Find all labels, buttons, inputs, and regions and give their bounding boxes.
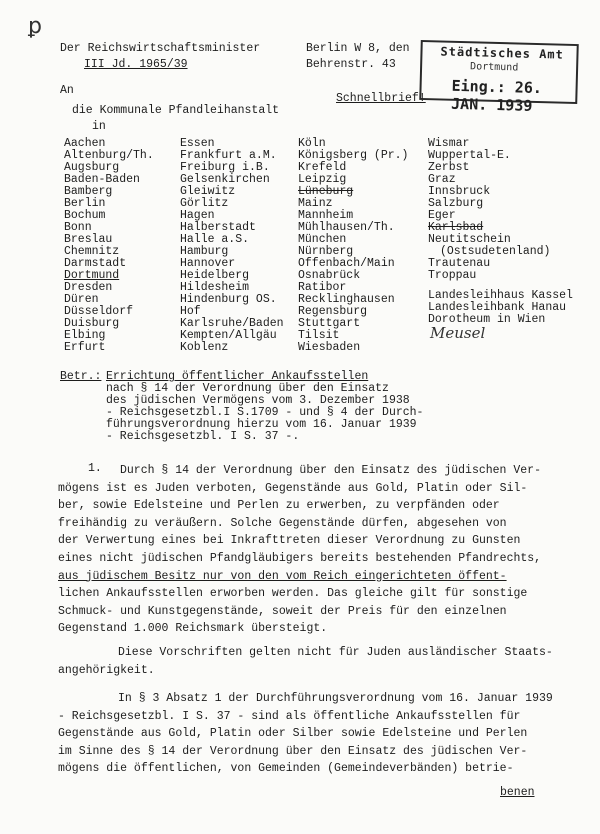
city: Leipzig (298, 173, 347, 186)
city: Duisburg (64, 317, 120, 330)
city: Essen (180, 137, 215, 150)
city: Recklinghausen (298, 293, 395, 306)
stamp-date: Eing.: 26. JAN. 1939 (450, 76, 543, 115)
city: Darmstadt (64, 257, 127, 270)
city: Koblenz (180, 341, 229, 354)
city: Innsbruck (428, 185, 491, 198)
city: Augsburg (64, 161, 120, 174)
paragraph-1 (58, 462, 578, 638)
city: Baden-Baden (64, 173, 140, 186)
city: Breslau (64, 233, 113, 246)
city: Hannover (180, 257, 236, 270)
city: Dresden (64, 281, 113, 294)
express-note: Schnellbrief! (336, 92, 426, 105)
city: Düsseldorf (64, 305, 134, 318)
city: Bochum (64, 209, 106, 222)
margin-mark: ꝑ (28, 14, 42, 39)
text-line: Gegenstände aus Gold, Platin oder Silber sowie Edelsteine und Perlen (58, 727, 528, 741)
stamp-city: Dortmund (469, 61, 519, 74)
text-line: eines nicht jüdischen Pfandgläubigers bereits bestehenden Pfandrechts, (58, 551, 542, 565)
city: Frankfurt a.M. (180, 149, 277, 162)
text-line: Diese Vorschriften gelten nicht für Juden ausländischer Staats- (118, 646, 553, 659)
place-date: Berlin W 8, den (306, 42, 410, 55)
city: München (298, 233, 347, 246)
text-line: Durch § 14 der Verordnung über den Einsatz des jüdischen Ver- (120, 464, 541, 477)
city: Aachen (64, 137, 106, 150)
city: Wuppertal-E. (428, 149, 511, 162)
subject-line: - Reichsgesetzbl.I S.1709 - und § 4 der Durch- (106, 406, 424, 419)
city: Köln (298, 137, 326, 150)
text-line-underlined: aus jüdischem Besitz nur von den vom Reich eingerichteten öffent- (58, 569, 507, 583)
city: Hindenburg OS. (180, 293, 277, 306)
address-an: An (60, 84, 74, 97)
address-line: die Kommunale Pfandleihanstalt (72, 104, 280, 117)
text-line: mögens ist es Juden verboten, Gegenstände aus Gold, Platin oder Sil- (58, 481, 528, 495)
city: Graz (428, 173, 456, 186)
city: Bamberg (64, 185, 113, 198)
city: Zerbst (428, 161, 470, 174)
handwritten-signature: Meusel (430, 324, 486, 342)
city: Berlin (64, 197, 106, 210)
city: Stuttgart (298, 317, 361, 330)
subject-line: führungsverordnung hierzu vom 16. Januar 1939 (106, 418, 417, 431)
city: Nürnberg (298, 245, 354, 258)
text-line: Schmuck- und Kunstgegenstände, soweit der Preis für den einzelnen (58, 604, 507, 618)
text-line: ber, sowie Edelsteine und Perlen zu erwerben, zu verpfänden oder (58, 499, 500, 513)
city: Düren (64, 293, 99, 306)
city: Neutitschein (428, 233, 511, 246)
city: Troppau (428, 269, 477, 282)
city: Mainz (298, 197, 333, 210)
city: Chemnitz (64, 245, 120, 258)
city: Offenbach/Main (298, 257, 395, 270)
reference-number: III Jd. 1965/39 (84, 58, 188, 71)
subject-label: Betr.: (60, 370, 102, 383)
city: Osnabrück (298, 269, 361, 282)
city: Görlitz (180, 197, 229, 210)
city: Mühlhausen/Th. (298, 221, 395, 234)
city: Hof (180, 305, 201, 318)
city: Hildesheim (180, 281, 250, 294)
city: Elbing (64, 329, 106, 342)
city: Erfurt (64, 341, 106, 354)
paragraph-2 (58, 644, 578, 679)
city: Kempten/Allgäu (180, 329, 277, 342)
city: Gelsenkirchen (180, 173, 270, 186)
subject-line: - Reichsgesetzbl. I S. 37 -. (106, 430, 300, 443)
city: Trautenau (428, 257, 491, 270)
text-line: In § 3 Absatz 1 der Durchführungsverordnung vom 16. Januar 1939 (118, 692, 553, 705)
city: Halle a.S. (180, 233, 250, 246)
receipt-stamp (419, 40, 579, 115)
city: Dorotheum in Wien (428, 313, 546, 326)
text-line: angehörigkeit. (58, 663, 155, 677)
city-struck: Karlsbad (428, 221, 484, 234)
city: Krefeld (298, 161, 347, 174)
city: Bonn (64, 221, 92, 234)
text-line: lichen Ankaufsstellen erworben werden. Das gleiche gilt für sonstige (58, 587, 528, 601)
city: Wismar (428, 137, 470, 150)
subject-line: nach § 14 der Verordnung über den Einsatz (106, 382, 389, 395)
paragraph-number: 1. (88, 462, 102, 475)
city: Hagen (180, 209, 215, 222)
city: Altenburg/Th. (64, 149, 154, 162)
city: Freiburg i.B. (180, 161, 270, 174)
city: Landesleihbank Hanau (428, 301, 567, 314)
street-address: Behrenstr. 43 (306, 58, 396, 71)
city-note: (Ostsudetenland) (440, 245, 551, 258)
city: Wiesbaden (298, 341, 361, 354)
city: Regensburg (298, 305, 368, 318)
city: Mannheim (298, 209, 354, 222)
subject-line: Errichtung öffentlicher Ankaufsstellen (106, 370, 369, 383)
city: Königsberg (Pr.) (298, 149, 409, 162)
city-highlighted: Dortmund (64, 269, 120, 282)
subject-line: des jüdischen Vermögens vom 3. Dezember 1938 (106, 394, 410, 407)
text-line: der Verwertung eines bei Inkrafttreten dieser Verordnung zu Gunsten (58, 534, 521, 548)
city: Heidelberg (180, 269, 250, 282)
city: Eger (428, 209, 456, 222)
text-line: Gegenstand 1.000 Reichsmark übersteigt. (58, 622, 328, 636)
city: Halberstadt (180, 221, 256, 234)
city: Tilsit (298, 329, 340, 342)
city: Salzburg (428, 197, 484, 210)
city: Hamburg (180, 245, 229, 258)
catchword: benen (500, 786, 535, 799)
sender: Der Reichswirtschaftsminister (60, 42, 261, 55)
city-struck: Lüneburg (298, 185, 354, 198)
city: Karlsruhe/Baden (180, 317, 284, 330)
paragraph-3 (58, 690, 578, 778)
text-line: - Reichsgesetzbl. I S. 37 - sind als öffentliche Ankaufsstellen für (58, 709, 521, 723)
text-line: mögens die öffentlichen, von Gemeinden (Gemeindeverbänden) betrie- (58, 762, 514, 776)
city: Ratibor (298, 281, 347, 294)
text-line: im Sinne des § 14 der Verordnung über den Einsatz des jüdischen Ver- (58, 744, 528, 758)
stamp-office: Städtisches Amt (440, 44, 565, 62)
city: Landesleihhaus Kassel (428, 289, 573, 302)
text-line: freihändig zu veräußern. Solche Gegenstände dürfen, abgesehen von (58, 516, 507, 530)
address-in: in (92, 120, 106, 133)
city: Gleiwitz (180, 185, 236, 198)
